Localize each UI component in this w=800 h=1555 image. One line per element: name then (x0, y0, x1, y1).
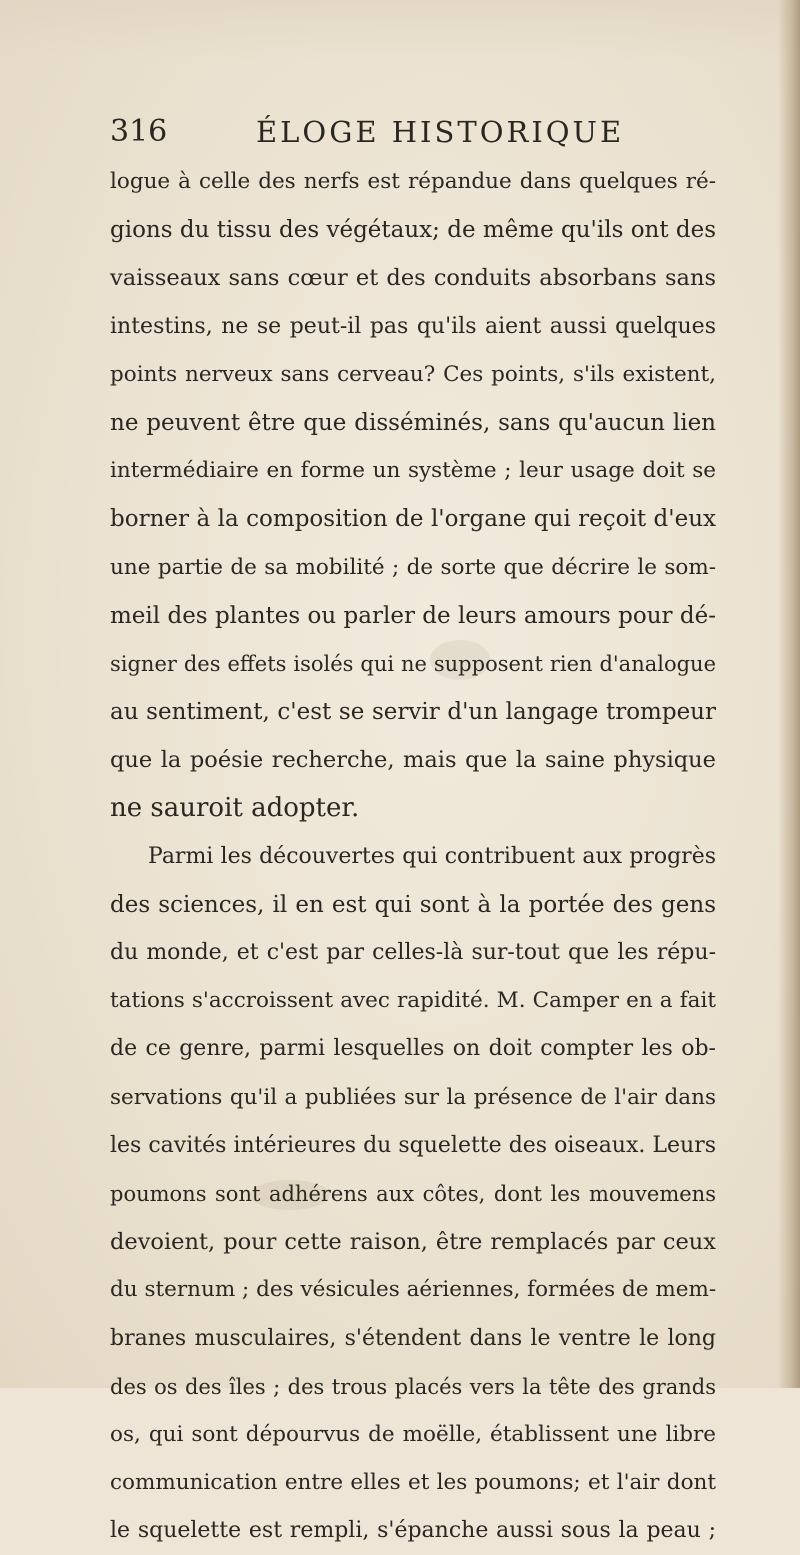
body-text (110, 158, 716, 1555)
text-line: communication entre elles et les poumons; et l'air dont (110, 1470, 716, 1496)
text-line: le squelette est rempli, s'épanche aussi sous la peau ; (110, 1518, 716, 1544)
text-line: intestins, ne se peut-il pas qu'ils aient aussi quelques (110, 313, 716, 339)
running-header (110, 112, 710, 152)
text-line: que la poésie recherche, mais que la saine physique (110, 747, 716, 774)
text-line: des os des îles ; des trous placés vers la tête des grands (110, 1374, 716, 1399)
text-line: signer des effets isolés qui ne supposent rien d'analogue (110, 651, 716, 676)
text-line: de ce genre, parmi lesquelles on doit compter les ob- (110, 1036, 716, 1062)
text-line: intermédiaire en forme un système ; leur usage doit se (110, 458, 716, 484)
text-line: des sciences, il en est qui sont à la portée des gens (110, 891, 716, 918)
text-line: poumons sont adhérens aux côtes, dont les mouvemens (110, 1181, 716, 1206)
text-line: borner à la composition de l'organe qui reçoit d'eux (110, 506, 716, 533)
paragraph-start-line: Parmi les découvertes qui contribuent aux progrès (148, 843, 716, 869)
text-line: devoient, pour cette raison, être remplacés par ceux (110, 1229, 716, 1256)
text-line: du sternum ; des vésicules aériennes, formées de mem- (110, 1277, 717, 1303)
text-line: gions du tissu des végétaux; de même qu'ils ont des (110, 217, 717, 244)
text-line: points nerveux sans cerveau? Ces points, s'ils existent, (110, 361, 716, 387)
text-line: meil des plantes ou parler de leurs amours pour dé- (110, 602, 716, 629)
text-line: du monde, et c'est par celles-là sur-tout que les répu- (110, 940, 716, 965)
text-line: tations s'accroissent avec rapidité. M. Camper en a fait (110, 988, 716, 1014)
paragraph-end-line: ne sauroit adopter. (110, 793, 360, 824)
running-title: ÉLOGE HISTORIQUE (256, 115, 625, 149)
text-line: les cavités intérieures du squelette des oiseaux. Leurs (110, 1132, 716, 1158)
page-number: 316 (110, 114, 168, 149)
text-line: os, qui sont dépourvus de moëlle, établissent une libre (110, 1421, 716, 1447)
text-line: ne peuvent être que disséminés, sans qu'aucun lien (110, 409, 716, 436)
text-line: servations qu'il a publiées sur la présence de l'air dans (110, 1084, 716, 1110)
page-top-shading (0, 0, 800, 60)
text-line: au sentiment, c'est se servir d'un langage trompeur (110, 699, 716, 726)
text-line: une partie de sa mobilité ; de sorte que décrire le som- (110, 554, 716, 580)
page-right-edge (778, 0, 800, 1388)
text-line: vaisseaux sans cœur et des conduits absorbans sans (110, 265, 716, 292)
text-line: logue à celle des nerfs est répandue dans quelques ré- (110, 169, 716, 194)
text-line: branes musculaires, s'étendent dans le ventre le long (110, 1325, 716, 1351)
